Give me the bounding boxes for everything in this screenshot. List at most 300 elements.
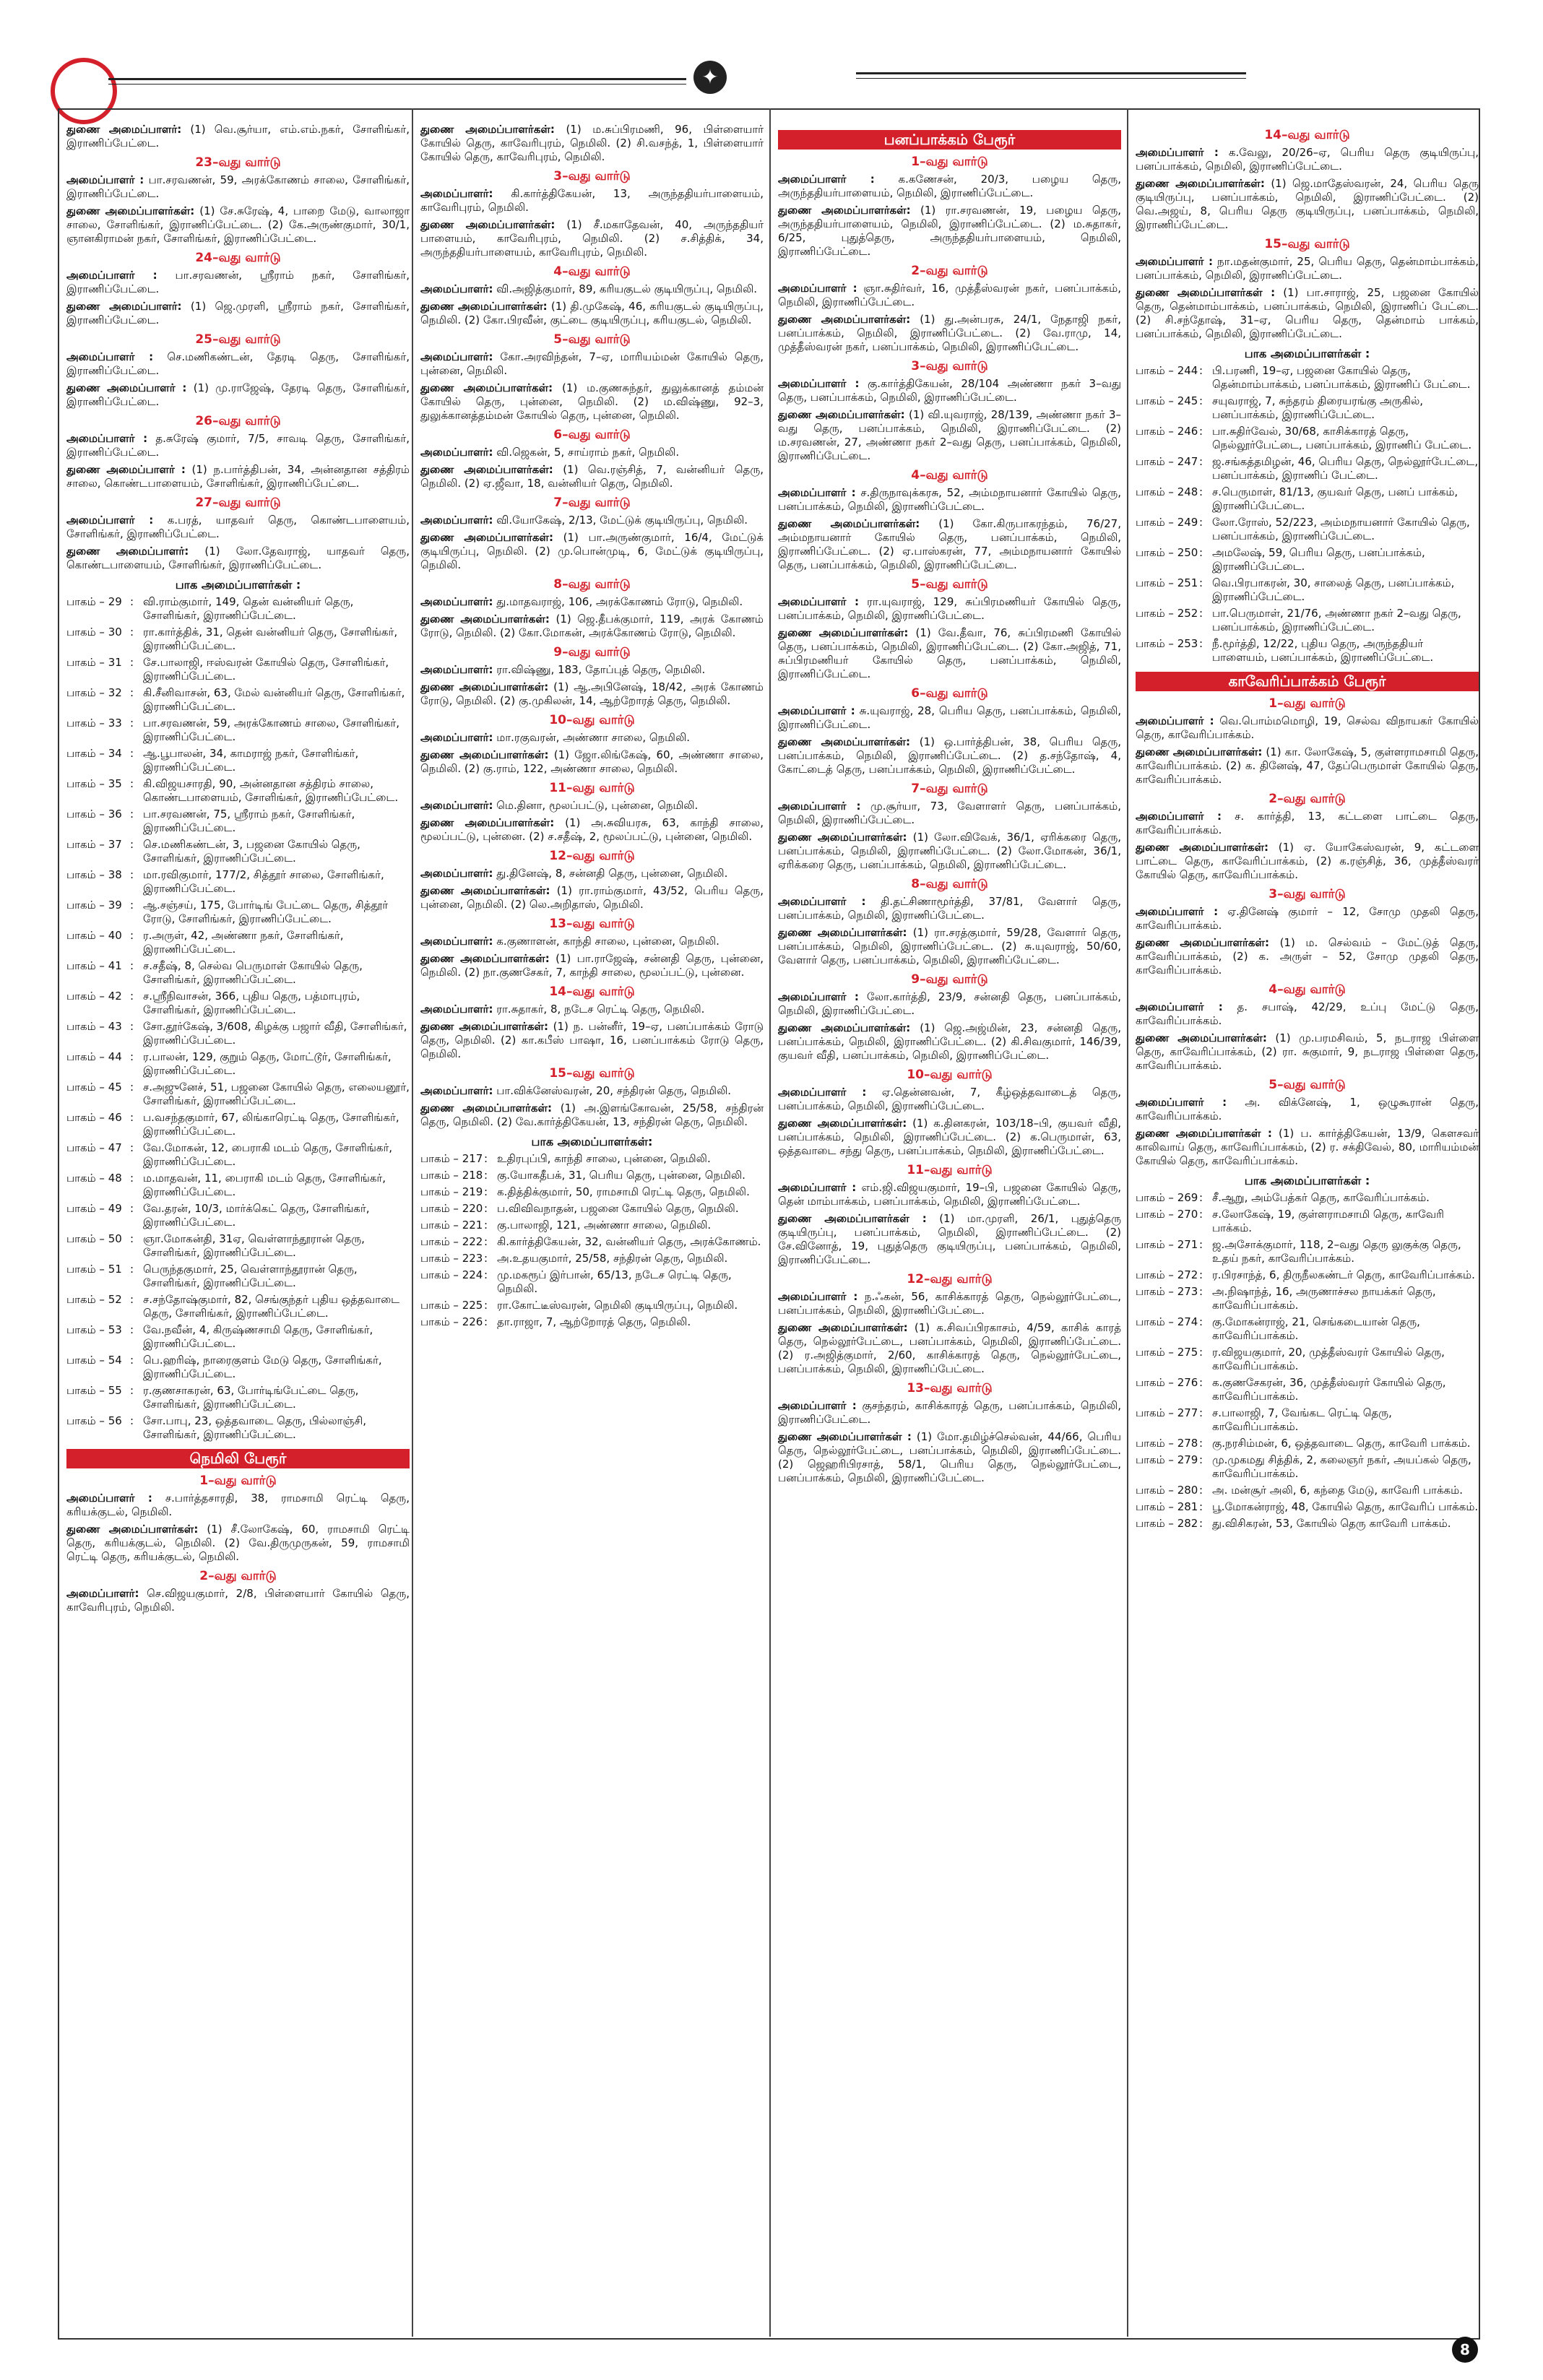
booth-colon: : xyxy=(484,1299,488,1312)
booth-colon: : xyxy=(130,1232,134,1245)
booth-number: பாகம் – 48 xyxy=(66,1172,122,1185)
organiser-details: (1) ந.பார்த்திபன், 34, அன்னதான சத்திரம் சாலை, கொண்டபாளையம், சோளிங்கர், இராணிப்பேட்டை. xyxy=(66,463,410,490)
organiser-details: க.கணேசன், 20/3, பழைய தெரு, அருந்ததியர்பாளையம், நெமிலி, இராணிப்பேட்டை. xyxy=(778,173,1121,199)
ward-heading: 2–வது வார்டு xyxy=(911,264,988,278)
organiser-role: துணை அமைப்பாளர்கள்: xyxy=(420,531,553,544)
booth-row xyxy=(66,717,410,744)
booth-number: பாகம் – 30 xyxy=(66,626,122,639)
booth-colon: : xyxy=(484,1235,488,1248)
organiser-role: துணை அமைப்பாளர்கள்: xyxy=(778,1021,911,1034)
organiser-role: துணை அமைப்பாளர்கள்: xyxy=(778,313,911,326)
organiser-role: அமைப்பாளர்: xyxy=(420,663,493,676)
organiser-details: கு.கார்த்திகேயன், 28/104 அண்ணா நகர் 3–வது தெரு, பனப்பாக்கம், நெமிலி, இராணிப்பேட்டை. xyxy=(778,377,1121,404)
organiser-entry xyxy=(778,626,1121,681)
booth-number: பாகம் – 40 xyxy=(66,929,122,942)
booth-number: பாகம் – 55 xyxy=(66,1384,122,1397)
booth-organiser: பெ.ஹரிஷ், நாரைகுளம் மேடு தெரு, சோளிங்கர், இராணிப்பேட்டை. xyxy=(143,1354,382,1380)
organiser-entry xyxy=(778,990,1121,1018)
ward-heading: 14–வது வார்டு xyxy=(549,985,635,999)
booth-row xyxy=(1136,394,1479,422)
booth-row xyxy=(1136,607,1479,634)
organiser-role: அமைப்பாளர் : xyxy=(66,269,157,282)
booth-number: பாகம் – 56 xyxy=(66,1414,122,1427)
organiser-details: (1) ஜெ.தீபக்குமார், 119, அரக் கோணம் ரோடு, நெமிலி. (2) கோ.மோகன், அரக்கோணம் ரோடு, நெமிலி. xyxy=(420,613,764,639)
booth-organiser: பா.சரவணன், 75, ஸ்ரீராம் நகர், சோளிங்கர், இராணிப்பேட்டை. xyxy=(143,808,355,834)
header-rule-right xyxy=(856,72,1246,74)
booth-colon: : xyxy=(130,1354,134,1367)
booth-row xyxy=(1136,1346,1479,1373)
booth-row xyxy=(66,899,410,926)
header-rule-left-thin xyxy=(108,84,686,85)
organiser-details: (1) வி.யுவராஜ், 28/139, அண்ணா நகர் 3–வது தெரு, பனப்பாக்கம், நெமிலி, இராணிப்பேட்டை. (2) ம.சரவணன், 27, அண்ணா நகர் 2–வது தெரு, பனப்பாக்கம், நெமிலி, இராணிப்பேட்டை. xyxy=(778,408,1121,462)
booth-organiser: சோ.தூர்கேஷ், 3/608, கிழக்கு பஜார் வீதி, சோளிங்கர், இராணிப்பேட்டை. xyxy=(143,1020,407,1047)
booth-number: பாகம் – 35 xyxy=(66,777,122,790)
booth-organisers-heading: பாக அமைப்பாளர்கள்: xyxy=(531,1135,653,1148)
booth-colon: : xyxy=(1199,1500,1203,1513)
organiser-details: (1) ம.குணசுந்தர், துலுக்கானத் தம்மன் கோயில் தெரு, புன்னை, நெமிலி. (2) ம.விஷ்ணு, 92–3, துலுக்கானத்தம்மன் கோயில் தெரு, புன்னை, நெமிலி. xyxy=(420,381,764,422)
booth-organiser: ச.அஜுனேச், 51, பஜனை கோயில் தெரு, எலையனூர், சோளிங்கர், இராணிப்பேட்டை. xyxy=(143,1081,410,1107)
booth-row xyxy=(66,1293,410,1320)
booth-colon: : xyxy=(130,899,134,912)
organiser-role: துணை அமைப்பாளர்கள்: xyxy=(420,381,553,394)
organiser-details: (1) ரா.சரத்குமார், 59/28, வேளார் தெரு, பனப்பாக்கம், நெமிலி, இராணிப்பேட்டை. (2) சு.யுவராஜ், 50/60, வேளார் தெரு, பனப்பாக்கம், நெமிலி, இராணிப்பேட்டை. xyxy=(778,926,1121,966)
organiser-role: துணை அமைப்பாளர்கள்: xyxy=(420,123,555,136)
organiser-details: ச.பார்த்தசாரதி, 38, ராமசாமி ரெட்டி தெரு, கரியக்குடல், நெமிலி. xyxy=(66,1492,410,1518)
organiser-role: துணை அமைப்பாளர்கள்: xyxy=(778,204,911,217)
booth-colon: : xyxy=(130,626,134,639)
booth-row xyxy=(66,777,410,805)
organiser-entry xyxy=(420,613,764,640)
organiser-role: அமைப்பாளர்: xyxy=(420,350,493,363)
booth-colon: : xyxy=(130,1202,134,1215)
booth-row xyxy=(420,1268,764,1296)
organiser-role: அமைப்பாளர் : xyxy=(778,1181,857,1194)
booth-organiser: அ.உதயகுமார், 25/58, சந்திரன் தெரு, நெமிலி. xyxy=(497,1252,728,1265)
organiser-role: அமைப்பாளர் : xyxy=(1136,1000,1223,1013)
booth-row xyxy=(66,1020,410,1047)
booth-organiser: மா.ரவிகுமார், 177/2, சித்தூர் சாலை, சோளிங்கர், இராணிப்பேட்டை. xyxy=(143,868,384,895)
booth-row xyxy=(1136,1315,1479,1343)
booth-organisers-heading: பாக அமைப்பாளர்கள் : xyxy=(1244,1174,1370,1187)
booth-row xyxy=(1136,485,1479,513)
organiser-role: அமைப்பாளர் : xyxy=(778,595,860,608)
booth-row xyxy=(66,929,410,956)
booth-row xyxy=(1136,1376,1479,1403)
organiser-details: மெ.தினா, மூலப்பட்டு, புன்னை, நெமிலி. xyxy=(496,799,699,812)
organiser-role: துணை அமைப்பாளர்கள்: xyxy=(1136,1031,1267,1044)
booth-colon: : xyxy=(484,1202,488,1215)
booth-organiser: நீ.மூர்த்தி, 12/22, புதிய தெரு, அருந்ததியர் பாளையம், பனப்பாக்கம், இராணிப்பேட்டை. xyxy=(1212,637,1434,664)
booth-organiser: கு.நரசிம்மன், 6, ஒத்தவாடை தெரு, காவேரி பாக்கம். xyxy=(1212,1437,1471,1450)
booth-colon: : xyxy=(1199,1238,1203,1251)
organiser-details: (1) மு.பரமசிவம், 5, நடராஜ பிள்ளை தெரு, காவேரிப்பாக்கம், (2) ரா. சுகுமார், 9, நடராஜ பிள்ளை தெரு, காவேரிப்பாக்கம். xyxy=(1136,1031,1479,1072)
booth-number: பாகம் – 54 xyxy=(66,1354,122,1367)
organiser-role: துணை அமைப்பாளர்கள் : xyxy=(1136,1127,1272,1140)
organiser-entry xyxy=(420,300,764,327)
booth-number: பாகம் – 53 xyxy=(66,1323,122,1336)
booth-row xyxy=(420,1185,764,1199)
booth-row xyxy=(1136,1208,1479,1235)
organiser-entry xyxy=(778,1430,1121,1485)
organiser-details: (1) அ.இளங்கோவன், 25/58, சந்திரன் தெரு, நெமிலி. (2) வே.கார்த்திகேயன், 13, சந்திரன் தெரு, நெமிலி. xyxy=(420,1102,764,1128)
organiser-entry xyxy=(1136,745,1479,787)
booth-number: பாகம் – 43 xyxy=(66,1020,122,1033)
organiser-details: (1) ஏ. யோகேஸ்வரன், 9, கட்டளை பாட்டை தெரு, காவேரிப்பாக்கம், (2) க.ரஞ்சித், 36, முத்தீஸ்வரர் கோயில் தெரு, காவேரிப்பாக்கம். xyxy=(1136,841,1479,881)
booth-colon: : xyxy=(484,1268,488,1281)
booth-number: பாகம் – 47 xyxy=(66,1141,122,1154)
organiser-details: (1) லோ.தேவராஜ், யாதவர் தெரு, கொண்டபாளையம், சோளிங்கர், இராணிப்பேட்டை. xyxy=(66,545,410,571)
booth-number: பாகம் – 218 xyxy=(420,1169,483,1182)
organiser-entry xyxy=(420,1020,764,1061)
booth-organiser: லோ.ரோஸ், 52/223, அம்மநாயனார் கோயில் தெரு, பனப்பாக்கம், இராணிப்பேட்டை. xyxy=(1212,516,1470,542)
booth-colon: : xyxy=(130,656,134,669)
booth-row xyxy=(66,838,410,865)
organiser-entry xyxy=(420,350,764,378)
booth-colon: : xyxy=(130,1081,134,1094)
ward-heading: 9–வது வார்டு xyxy=(911,972,988,987)
booth-number: பாகம் – 220 xyxy=(420,1202,483,1215)
organiser-entry xyxy=(420,663,764,677)
ward-heading: 7–வது வார்டு xyxy=(553,496,631,510)
booth-number: பாகம் – 29 xyxy=(66,595,122,608)
booth-row xyxy=(66,656,410,683)
organiser-details: (1) து.அன்பரசு, 24/1, நேதாஜி நகர், பனப்பாக்கம், நெமிலி, இராணிப்பேட்டை. (2) வே.ராமு, 14, முத்தீஸ்வரன் நகர், பனப்பாக்கம், நெமிலி, இராணிப்பேட்டை. xyxy=(778,313,1121,353)
booth-organiser: கி.சீனிவாசன், 63, மேல் வன்னியர் தெரு, சோளிங்கர், இராணிப்பேட்டை. xyxy=(143,686,405,713)
organiser-details: த.சுரேஷ் குமார், 7/5, சாவடி தெரு, சோளிங்கர், இராணிப்பேட்டை. xyxy=(66,432,410,459)
organiser-role: துணை அமைப்பாளர்கள்: xyxy=(66,204,195,217)
organiser-details: (1) ஆ.அபினேஷ், 18/42, அரக் கோணம் ரோடு, நெமிலி. (2) கு.முகிலன், 14, ஆற்றோரத் தெரு, நெமிலி. xyxy=(420,680,764,707)
booth-colon: : xyxy=(130,777,134,790)
organiser-details: ச.திருநாவுக்கரசு, 52, அம்மநாயனார் கோயில் தெரு, பனப்பாக்கம், நெமிலி, இராணிப்பேட்டை. xyxy=(778,486,1121,513)
organiser-role: துணை அமைப்பாளர்கள்: xyxy=(778,408,905,421)
organiser-entry xyxy=(420,446,764,459)
booth-organiser: ர.குணசாகரன், 63, போர்டிங்பேட்டை தெரு, சோளிங்கர், இராணிப்பேட்டை. xyxy=(143,1384,359,1411)
organiser-role: துணை அமைப்பாளர்கள்: xyxy=(778,1321,908,1334)
booth-colon: : xyxy=(1199,637,1203,650)
organiser-details: (1) ம.சுப்பிரமணி, 96, பிள்ளையார் கோயில் தெரு, காவேரிபுரம், நெமிலி. (2) சி.வசந்த், 1, பிள்ளையார் கோயில் தெரு, காவேரிபுரம், நெமிலி. xyxy=(420,123,764,163)
organiser-role: அமைப்பாளர் : xyxy=(66,432,148,445)
booth-colon: : xyxy=(1199,1208,1203,1221)
booth-organiser: ர.பாலன், 129, குறும் தெரு, மோட்டூர், சோளிங்கர், இராணிப்பேட்டை. xyxy=(143,1050,392,1077)
organiser-entry xyxy=(420,282,764,296)
organiser-role: அமைப்பாளர்: xyxy=(66,1587,139,1600)
booth-colon: : xyxy=(130,1111,134,1124)
organiser-details: (1) ஜெ.அஜ்மின், 23, சன்னதி தெரு, பனப்பாக்கம், நெமிலி, இராணிப்பேட்டை. (2) கி.சிவகுமார், 146/39, குயவர் வீதி, பனப்பாக்கம், நெமிலி, இராணிப்பேட்டை. xyxy=(778,1021,1121,1062)
booth-row xyxy=(66,1141,410,1169)
booth-number: பாகம் – 247 xyxy=(1136,455,1198,468)
ward-heading: 6–வது வார்டு xyxy=(553,428,631,442)
organiser-role: அமைப்பாளர் : xyxy=(1136,905,1219,918)
organiser-role: துணை அமைப்பாளர்கள்: xyxy=(66,1523,199,1536)
booth-number: பாகம் – 225 xyxy=(420,1299,483,1312)
organiser-role: அமைப்பாளர் : xyxy=(778,486,856,499)
booth-row xyxy=(1136,1453,1479,1481)
booth-colon: : xyxy=(130,1323,134,1336)
booth-number: பாகம் – 282 xyxy=(1136,1517,1198,1530)
header-rule-left xyxy=(108,78,686,80)
organiser-entry xyxy=(778,1021,1121,1063)
organiser-entry xyxy=(1136,1127,1479,1168)
booth-colon: : xyxy=(1199,364,1203,377)
booth-colon: : xyxy=(1199,394,1203,407)
organiser-details: (1) ஜோ.லிங்கேஷ், 60, அண்ணா சாலை, நெமிலி. (2) கு.ராம், 122, அண்ணா சாலை, நெமிலி. xyxy=(420,748,764,775)
booth-row xyxy=(1136,1484,1479,1497)
organiser-details: ஏ.தென்னவன், 7, கீழ்ஒத்தவாடைத் தெரு, பனப்பாக்கம், நெமிலி, இராணிப்பேட்டை. xyxy=(778,1086,1121,1112)
booth-row xyxy=(66,1384,410,1411)
booth-row xyxy=(1136,425,1479,452)
booth-number: பாகம் – 226 xyxy=(420,1315,483,1328)
booth-organiser: ப.வசந்தகுமார், 67, லிங்காரெட்டி தெரு, சோளிங்கர், இராணிப்பேட்டை. xyxy=(143,1111,399,1138)
organiser-entry xyxy=(1136,1096,1479,1123)
organiser-entry xyxy=(420,731,764,745)
organiser-details: ந.ஃகன், 56, காசிக்காரத் தெரு, நெல்லூர்பேட்டை, பனப்பாக்கம், நெமிலி, இராணிப்பேட்டை. xyxy=(778,1290,1121,1317)
organiser-entry xyxy=(1136,1000,1479,1028)
ward-heading: 8–வது வார்டு xyxy=(553,577,631,592)
organiser-details: (1) வே.தீவா, 76, சுப்பிரமணி கோயில் தெரு, பனப்பாக்கம், நெமிலி, இராணிப்பேட்டை. (2) கோ.அஜித், 71, சுப்பிரமணியர் கோயில் தெரு, பனப்பாக்கம், நெமிலி, இராணிப்பேட்டை. xyxy=(778,626,1121,680)
booth-row xyxy=(1136,1500,1479,1514)
booth-row xyxy=(420,1315,764,1329)
booth-organiser: மு.மகரூப் இர்பான், 65/13, நடேச ரெட்டி தெரு, நெமிலி. xyxy=(497,1268,732,1295)
organiser-entry xyxy=(420,748,764,776)
organiser-role: அமைப்பாளர் : xyxy=(66,173,144,186)
organiser-details: (1) ந. பன்னீர், 19–ஏ, பனப்பாக்கம் ரோடு தெரு, நெமிலி. (2) கா.கபீஸ் பாஷா, 16, பனப்பாக்கம் ரோடு தெரு, நெமிலி. xyxy=(420,1020,764,1060)
booth-organiser: து.விசிகரன், 53, கோயில் தெரு காவேரி பாக்கம். xyxy=(1212,1517,1451,1530)
booth-organiser: பி.பரணி, 19–ஏ, பஜனை கோயில் தெரு, தென்மாம்பாக்கம், பனப்பாக்கம், இராணிப் பேட்டை. xyxy=(1212,364,1471,391)
organiser-role: அமைப்பாளர் : xyxy=(66,350,154,363)
organiser-role: துணை அமைப்பாளர்கள்: xyxy=(420,748,549,761)
booth-organiser: கி.கார்த்திகேயன், 32, வன்னியர் தெரு, அரக்கோணம். xyxy=(497,1235,761,1248)
organiser-role: துணை அமைப்பாளர்கள்: xyxy=(420,884,550,897)
booth-colon: : xyxy=(484,1315,488,1328)
booth-number: பாகம் – 252 xyxy=(1136,607,1198,620)
booth-number: பாகம் – 223 xyxy=(420,1252,483,1265)
organiser-role: துணை அமைப்பாளர்: xyxy=(66,545,189,558)
organiser-entry xyxy=(420,514,764,527)
organiser-role: அமைப்பாளர் : xyxy=(66,1492,152,1505)
organiser-role: அமைப்பாளர் : xyxy=(1136,810,1222,823)
organiser-entry xyxy=(1136,905,1479,932)
organiser-details: (1) லோ.விவேக், 36/1, ஏரிக்கரை தெரு, பனப்பாக்கம், நெமிலி, இராணிப்பேட்டை. (2) லோ.மோகன், 36/1, ஏரிக்கரை தெரு, பனப்பாக்கம், நெமிலி, இராணிப்பேட்டை. xyxy=(778,831,1121,871)
organiser-details: (1) ஜெ.மாதேஸ்வரன், 24, பெரிய தெரு குடியிருப்பு, பனப்பாக்கம், நெமிலி, இராணிப்பேட்டை. (2) வெ.அஜய், 8, பெரிய தெரு குடியிருப்பு, பனப்பாக்கம், நெமிலி, இராணிப்பேட்டை. xyxy=(1136,177,1479,231)
booth-organiser: ரா.கோட்டீஸ்வரன், நெமிலி குடியிருப்பு, நெமிலி. xyxy=(497,1299,738,1312)
organiser-entry xyxy=(778,204,1121,259)
organiser-entry xyxy=(778,313,1121,354)
booth-organiser: பா.சரவணன், 59, அரக்கோணம் சாலை, சோளிங்கர், இராணிப்பேட்டை. xyxy=(143,717,400,743)
organiser-details: க.குணாளன், காந்தி சாலை, புன்னை, நெமிலி. xyxy=(496,935,719,948)
organiser-details: (1) மோ.தமிழ்ச்செல்வன், 44/66, பெரிய தெரு, நெல்லூர்பேட்டை, பனப்பாக்கம், நெமிலி, இராணிப்பேட்டை. (2) ஜெஹரிபிரசாத், 58/1, பெரிய தெரு, நெல்லூர்பேட்டை, பனப்பாக்கம், நெமிலி, இராணிப்பேட்டை. xyxy=(778,1430,1121,1484)
organiser-role: துணை அமைப்பாளர்கள்: xyxy=(778,517,920,530)
organiser-role: அமைப்பாளர்: xyxy=(420,799,493,812)
ward-heading: 12–வது வார்டு xyxy=(549,849,635,863)
booth-colon: : xyxy=(484,1252,488,1265)
organiser-role: அமைப்பாளர் : xyxy=(66,514,154,527)
organiser-entry xyxy=(420,463,764,490)
booth-number: பாகம் – 246 xyxy=(1136,425,1198,438)
booth-row xyxy=(1136,516,1479,543)
organiser-role: அமைப்பாளர்: xyxy=(420,446,493,459)
booth-number: பாகம் – 275 xyxy=(1136,1346,1198,1359)
booth-row xyxy=(1136,1268,1479,1282)
organiser-entry xyxy=(66,514,410,541)
booth-organiser: ச.பாலாஜி, 7, வேங்கட ரெட்டி தெரு, காவேரிப்பாக்கம். xyxy=(1212,1406,1392,1433)
booth-number: பாகம் – 244 xyxy=(1136,364,1198,377)
organiser-details: (1) வெ.சூர்யா, எம்.எம்.நகர், சோளிங்கர், இராணிப்பேட்டை. xyxy=(66,123,410,150)
booth-row xyxy=(66,1414,410,1442)
organiser-role: துணை அமைப்பாளர்கள்: xyxy=(778,1117,907,1130)
organiser-entry xyxy=(1136,286,1479,341)
booth-number: பாகம் – 224 xyxy=(420,1268,483,1281)
ward-heading: 2–வது வார்டு xyxy=(1268,792,1346,806)
booth-organiser: ச.லோகேஷ், 19, குள்ளராமசாமி தெரு, காவேரி பாக்கம். xyxy=(1212,1208,1444,1234)
booth-number: பாகம் – 270 xyxy=(1136,1208,1198,1221)
booth-organiser: அ.நிஷாந்த், 16, அருணாச்சல நாயக்கர் தெரு, காவேரிப்பாக்கம். xyxy=(1212,1285,1436,1312)
organiser-details: ச. கார்த்தி, 13, கட்டளை பாட்டை தெரு, காவேரிப்பாக்கம். xyxy=(1136,810,1479,836)
booth-row xyxy=(66,1111,410,1138)
column-3 xyxy=(778,123,1121,2326)
booth-colon: : xyxy=(130,1050,134,1063)
booth-organiser: வி.ராம்குமார், 149, தென் வன்னியர் தெரு, சோளிங்கர், இராணிப்பேட்டை. xyxy=(143,595,354,622)
booth-organiser: அமலேஷ், 59, பெரிய தெரு, பனப்பாக்கம், இராணிப்பேட்டை. xyxy=(1212,546,1425,573)
organiser-role: அமைப்பாளர் : xyxy=(778,704,855,717)
organiser-role: அமைப்பாளர் : xyxy=(1136,255,1213,268)
booth-colon: : xyxy=(1199,1268,1203,1281)
organiser-entry xyxy=(66,1587,410,1614)
booth-number: பாகம் – 278 xyxy=(1136,1437,1198,1450)
booth-number: பாகம் – 50 xyxy=(66,1232,122,1245)
organiser-entry xyxy=(778,517,1121,572)
organiser-entry xyxy=(778,1212,1121,1267)
booth-number: பாகம் – 49 xyxy=(66,1202,122,1215)
organiser-entry xyxy=(420,884,764,912)
booth-row xyxy=(420,1152,764,1166)
section-banner: காவேரிப்பாக்கம் பேரூர் xyxy=(1136,672,1479,691)
booth-row xyxy=(420,1169,764,1182)
organiser-details: க.வேலு, 20/26–ஏ, பெரிய தெரு குடியிருப்பு, பனப்பாக்கம், நெமிலி, இராணிப்பேட்டை. xyxy=(1136,146,1479,173)
organiser-role: துணை அமைப்பாளர்கள்: xyxy=(420,613,550,626)
booth-organiser: க.குணசேகரன், 36, முத்தீஸ்வரர் கோயில் தெரு, காவேரிப்பாக்கம். xyxy=(1212,1376,1446,1403)
organiser-details: வி.ஜெகன், 5, சாய்ராம் நகர், நெமிலி. xyxy=(496,446,680,459)
booth-number: பாகம் – 38 xyxy=(66,868,122,881)
organiser-entry xyxy=(1136,841,1479,882)
booth-number: பாகம் – 32 xyxy=(66,686,122,699)
booth-number: பாகம் – 41 xyxy=(66,959,122,972)
ward-heading: 1–வது வார்டு xyxy=(199,1474,277,1488)
booth-organiser: ர.விஜயகுமார், 20, முத்தீஸ்வரர் கோயில் தெரு, காவேரிப்பாக்கம். xyxy=(1212,1346,1445,1372)
organiser-entry xyxy=(420,187,764,215)
organiser-entry xyxy=(778,831,1121,872)
organiser-role: துணை அமைப்பாளர்கள் : xyxy=(778,1212,927,1225)
organiser-role: துணை அமைப்பாளர்கள் : xyxy=(778,1430,912,1443)
organiser-role: அமைப்பாளர் : xyxy=(1136,146,1219,159)
organiser-entry xyxy=(1136,146,1479,173)
organiser-role: அமைப்பாளர்: xyxy=(420,282,493,295)
booth-row xyxy=(66,1323,410,1351)
booth-row xyxy=(420,1235,764,1249)
organiser-details: (1) சீ.லோகேஷ், 60, ராமசாமி ரெட்டி தெரு, கரியக்குடல், நெமிலி. (2) வே.திருமுருகன், 59, ராமசாமி ரெட்டி தெரு, கரியக்குடல், நெமிலி. xyxy=(66,1523,410,1563)
booth-colon: : xyxy=(130,838,134,851)
organiser-entry xyxy=(1136,255,1479,282)
organiser-entry xyxy=(420,595,764,609)
organiser-details: பா.விக்னேஸ்வரன், 20, சந்திரன் தெரு, நெமிலி. xyxy=(496,1084,732,1097)
organiser-entry xyxy=(420,531,764,572)
booth-row xyxy=(66,1172,410,1199)
organiser-role: அமைப்பாளர்: xyxy=(420,867,493,880)
booth-organiser: க.தித்திக்குமார், 50, ராமசாமி ரெட்டி தெரு, நெமிலி. xyxy=(497,1185,750,1198)
header-rule-right-thin xyxy=(856,78,1246,79)
booth-row xyxy=(1136,576,1479,604)
organiser-role: துணை அமைப்பாளர்கள்: xyxy=(778,926,907,939)
booth-organiser: ப.விவிவநாதன், பஜனை கோயில் தெரு, நெமிலி. xyxy=(497,1202,739,1215)
booth-organisers-heading: பாக அமைப்பாளர்கள் : xyxy=(175,578,301,592)
booth-row xyxy=(1136,364,1479,391)
organiser-details: (1) பா.ராஜேஷ், சன்னதி தெரு, புன்னை, நெமிலி. (2) நா.குணசேகர், 7, காந்தி சாலை, மூலப்பட்டு, புன்னை. xyxy=(420,952,764,979)
ward-heading: 24–வது வார்டு xyxy=(195,251,281,265)
organiser-role: அமைப்பாளர் : xyxy=(778,895,866,908)
booth-row xyxy=(1136,1285,1479,1312)
organiser-entry xyxy=(420,1102,764,1129)
organiser-details: (1) பா.சாராஜ், 25, பஜனை கோயில் தெரு, தென்மாம்பாக்கம், பனப்பாக்கம், நெமிலி, இராணிப் பேட்டை. (2) சி.சந்தோஷ், 31–ஏ, பெரிய தெரு, தென்மாம் பாக்கம், பனப்பாக்கம், நெமிலி, இராணிப்பேட்டை. xyxy=(1136,286,1479,340)
booth-row xyxy=(1136,455,1479,483)
organiser-details: (1) கா. லோகேஷ், 5, குள்ளராமசாமி தெரு, காவேரிப்பாக்கம். (2) க. தினேஷ், 47, தேப்பெருமாள் கோயில் தெரு, காவேரிப்பாக்கம். xyxy=(1136,745,1479,786)
booth-organiser: ம.மாதவன், 11, பைராகி மடம் தெரு, சோளிங்கர், இராணிப்பேட்டை. xyxy=(143,1172,386,1198)
organiser-role: துணை அமைப்பாளர் : xyxy=(66,463,186,476)
booth-row xyxy=(66,1354,410,1381)
booth-row xyxy=(1136,1238,1479,1265)
booth-number: பாகம் – 279 xyxy=(1136,1453,1198,1466)
organiser-role: அமைப்பாளர்: xyxy=(420,935,493,948)
organiser-entry xyxy=(420,123,764,164)
ward-heading: 7–வது வார்டு xyxy=(911,782,988,796)
organiser-details: பா.சரவணன், 59, அரக்கோணம் சாலை, சோளிங்கர், இராணிப்பேட்டை. xyxy=(66,173,410,200)
organiser-details: மா.ரகுவரன், அண்ணா சாலை, நெமிலி. xyxy=(496,731,690,744)
booth-colon: : xyxy=(484,1219,488,1232)
booth-number: பாகம் – 44 xyxy=(66,1050,122,1063)
booth-number: பாகம் – 276 xyxy=(1136,1376,1198,1389)
booth-organiser: வே.நவீன், 4, கிருஷ்ணசாமி தெரு, சோளிங்கர், இராணிப்பேட்டை. xyxy=(143,1323,373,1350)
organiser-entry xyxy=(778,704,1121,732)
organiser-role: துணை அமைப்பாளர்: xyxy=(66,123,182,136)
organiser-entry xyxy=(778,173,1121,200)
booth-colon: : xyxy=(1199,1285,1203,1298)
ward-heading: 11–வது வார்டு xyxy=(549,781,635,795)
organiser-details: து.தினேஷ், 8, சன்னதி தெரு, புன்னை, நெமிலி. xyxy=(496,867,728,880)
organiser-entry xyxy=(778,595,1121,623)
booth-number: பாகம் – 45 xyxy=(66,1081,122,1094)
booth-organiser: வே.தரன், 10/3, மார்க்கெட் தெரு, சோளிங்கர், இராணிப்பேட்டை. xyxy=(143,1202,370,1229)
organiser-entry xyxy=(66,123,410,150)
ward-heading: 12–வது வார்டு xyxy=(907,1272,993,1286)
organiser-role: துணை அமைப்பாளர்கள்: xyxy=(1136,745,1263,758)
booth-organisers-heading: பாக அமைப்பாளர்கள் : xyxy=(1244,347,1370,360)
booth-number: பாகம் – 51 xyxy=(66,1263,122,1276)
organiser-entry xyxy=(1136,936,1479,977)
booth-row xyxy=(66,1232,410,1260)
booth-row xyxy=(1136,546,1479,574)
booth-organiser: பூ.மோகன்ராஜ், 48, கோயில் தெரு, காவேரிப் பாக்கம். xyxy=(1212,1500,1479,1513)
booth-organiser: கு.மோகன்ராஜ், 21, செங்கடையான் தெரு, காவேரிப்பாக்கம். xyxy=(1212,1315,1420,1342)
organiser-role: துணை அமைப்பாளர்கள் : xyxy=(1136,286,1276,299)
booth-colon: : xyxy=(1199,485,1203,498)
booth-row xyxy=(66,747,410,774)
booth-organiser: ஞா.மோகன்தி, 31ஏ, வெள்ளாந்தூரான் தெரு, சோளிங்கர், இராணிப்பேட்டை. xyxy=(143,1232,365,1259)
organiser-entry xyxy=(420,799,764,813)
organiser-details: (1) கோ.கிருபாகரந்தம், 76/27, அம்மநாயனார் கோயில் தெரு, பனப்பாக்கம், நெமிலி, இராணிப்பேட்டை. (2) ஏ.பாஸ்கரன், 77, அம்மநாயனார் கோயில் தெரு, பனப்பாக்கம், நெமிலி, இராணிப்பேட்டை. xyxy=(778,517,1121,571)
ward-heading: 13–வது வார்டு xyxy=(907,1381,993,1395)
booth-number: பாகம் – 245 xyxy=(1136,394,1198,407)
organiser-entry xyxy=(778,408,1121,463)
booth-organiser: பா.சுதிர்வேல், 30/68, காசிக்காரத் தெரு, நெல்லூர்பேட்டை, பனப்பாக்கம், இராணிப் பேட்டை. xyxy=(1212,425,1472,451)
ward-heading: 14–வது வார்டு xyxy=(1264,128,1350,142)
